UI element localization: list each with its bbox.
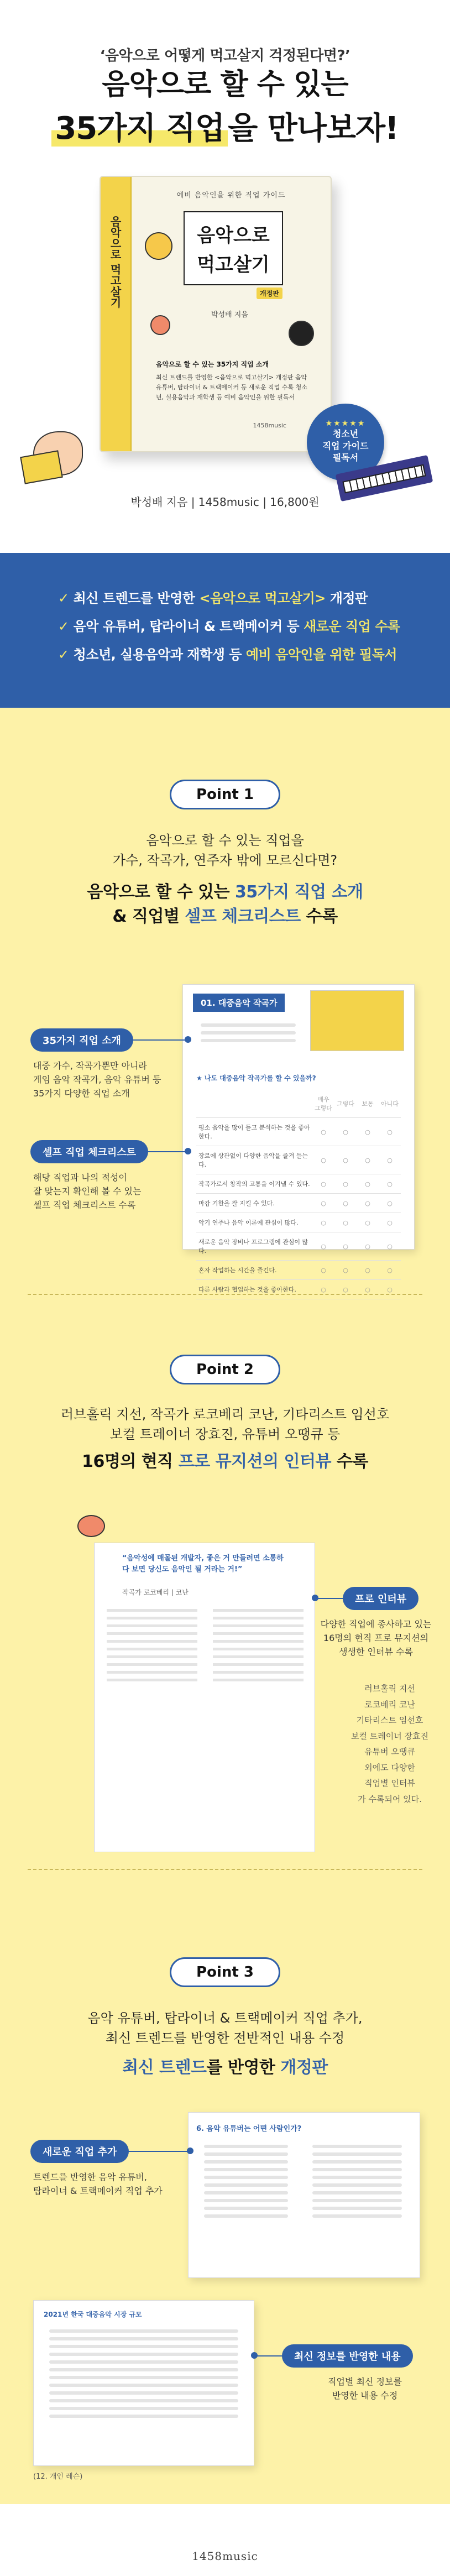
text-line bbox=[107, 1617, 197, 1619]
table-col-header: 그렇다 bbox=[334, 1090, 357, 1118]
headline-highlight: 35가지 직업 소개 bbox=[235, 882, 363, 902]
feature-item bbox=[58, 615, 400, 635]
text-line bbox=[107, 1640, 197, 1643]
guitar-body bbox=[77, 1515, 105, 1537]
job-text-lines bbox=[193, 1019, 304, 1047]
text-line bbox=[312, 2145, 402, 2148]
connector-line bbox=[146, 1151, 188, 1152]
table-row bbox=[196, 1174, 401, 1194]
connector-dot bbox=[185, 1148, 191, 1154]
radio-circle: ○ bbox=[334, 1118, 357, 1146]
headline-text: 를 반영한 bbox=[206, 2058, 281, 2077]
text-line bbox=[107, 1663, 197, 1666]
interview-quote: “음악성에 매몰된 개발자, 좋은 거 만들려면 소통하다 보면 당신도 음악인 될 거라는 거!” bbox=[122, 1554, 284, 1574]
table-col-header: 보통 bbox=[357, 1090, 379, 1118]
label-35-jobs-desc bbox=[33, 1059, 161, 1100]
text-line bbox=[49, 2415, 238, 2418]
self-checklist-table bbox=[196, 1090, 401, 1319]
radio-circle: ○ bbox=[379, 1232, 401, 1261]
note-line: 로코베리 코난 bbox=[364, 1699, 415, 1710]
feature-highlight: <음악으로 먹고살기> bbox=[199, 591, 326, 606]
hero-title-highlight: 35가지 직업 bbox=[51, 111, 228, 147]
feature-item bbox=[58, 587, 400, 607]
doodle-record-icon bbox=[289, 321, 314, 346]
radio-circle: ○ bbox=[312, 1174, 334, 1194]
table-cell: 마감 기한을 잘 지킬 수 있다. bbox=[196, 1194, 312, 1213]
text-line bbox=[204, 2199, 288, 2202]
headline-highlight: 최신 트렌드 bbox=[122, 2058, 207, 2077]
feature-checklist bbox=[58, 587, 400, 672]
text-line bbox=[312, 2160, 402, 2164]
text-line bbox=[204, 2152, 288, 2156]
point2-headline bbox=[0, 1450, 450, 1474]
headline-highlight: 셀프 체크리스트 bbox=[185, 907, 301, 926]
radio-circle: ○ bbox=[312, 1232, 334, 1261]
check-icon: ✓ bbox=[58, 619, 69, 634]
text-line bbox=[107, 1671, 197, 1674]
text-line bbox=[312, 2168, 402, 2171]
text-line bbox=[312, 2176, 402, 2179]
text-line bbox=[312, 2191, 402, 2194]
headline-text: 16명의 현직 bbox=[82, 1452, 179, 1471]
job-page-header: 01. 대중음악 작곡가 bbox=[193, 994, 285, 1012]
radio-circle: ○ bbox=[379, 1194, 401, 1213]
text-line bbox=[213, 1640, 304, 1643]
new-job-col-left bbox=[196, 2140, 296, 2222]
text-line bbox=[107, 1609, 197, 1612]
desc-line: 게임 음악 작곡가, 음악 유튜버 등 bbox=[33, 1074, 161, 1085]
footer bbox=[0, 2504, 450, 2576]
book-title-line1: 음악으로 bbox=[197, 224, 270, 247]
table-cell: 장르에 상관없이 다양한 음악을 즐겨 듣는다. bbox=[196, 1146, 312, 1174]
doodle-note-icon bbox=[150, 315, 170, 335]
table-header-row bbox=[196, 1090, 401, 1118]
text-line bbox=[204, 2160, 288, 2164]
guitar-sticker-icon bbox=[72, 1509, 116, 1543]
point3-lede-line1: 음악 유튜버, 탑라이너 & 트랙메이커 직업 추가, bbox=[87, 2010, 363, 2026]
hand-sticker-icon bbox=[22, 420, 100, 487]
text-line bbox=[107, 1624, 197, 1627]
radio-circle: ○ bbox=[357, 1194, 379, 1213]
text-line bbox=[49, 2399, 238, 2402]
book-title-line2: 먹고살기 bbox=[197, 254, 270, 276]
text-line bbox=[213, 1632, 304, 1635]
radio-circle: ○ bbox=[334, 1280, 357, 1299]
updated-info-page-mockup bbox=[33, 2300, 254, 2466]
table-col-header: 매우 그렇다 bbox=[312, 1090, 334, 1118]
book-blurb-body: 최신 트렌드를 반영한 <음악으로 먹고살기> 개정판 음악 유튜버, 탑라이너 & 트랙메이커 등 새로운 직업 수록 청소년, 실용음악과 재학생 등 예비 음악인을 위한 필독서 bbox=[156, 373, 307, 401]
radio-circle: ○ bbox=[357, 1280, 379, 1299]
new-job-page-mockup bbox=[188, 2112, 420, 2278]
radio-circle: ○ bbox=[334, 1174, 357, 1194]
table-row bbox=[196, 1194, 401, 1213]
label-new-job-desc bbox=[33, 2171, 163, 2198]
book-blurb-head: 음악으로 할 수 있는 35가지 직업 소개 bbox=[156, 360, 269, 368]
book-blurb bbox=[156, 359, 308, 403]
radio-circle: ○ bbox=[312, 1118, 334, 1146]
note-line: 러브홀릭 지선 bbox=[364, 1684, 415, 1694]
text-line bbox=[204, 2214, 288, 2218]
text-line bbox=[201, 1031, 296, 1034]
radio-circle: ○ bbox=[357, 1174, 379, 1194]
note-line: 보컬 트레이너 장효진 bbox=[351, 1731, 428, 1741]
tag-shape bbox=[20, 450, 63, 484]
text-line bbox=[312, 2214, 402, 2218]
radio-circle: ○ bbox=[312, 1261, 334, 1280]
point2-lede-line1: 러브홀릭 지선, 작곡가 로코베리 코난, 기타리스트 임선호 bbox=[60, 1407, 390, 1422]
badge-line2: 직업 가이드 bbox=[322, 440, 369, 451]
updated-info-lines bbox=[41, 2325, 246, 2422]
label-self-checklist: 셀프 직업 체크리스트 bbox=[30, 1140, 148, 1163]
text-line bbox=[49, 2384, 238, 2387]
badge-line3: 필독서 bbox=[332, 452, 359, 463]
label-self-checklist-desc bbox=[33, 1171, 141, 1212]
radio-circle: ○ bbox=[357, 1261, 379, 1280]
table-cell: 새로운 음악 장비나 프로그램에 관심이 많다. bbox=[196, 1232, 312, 1261]
radio-circle: ○ bbox=[334, 1194, 357, 1213]
note-line: 기타리스트 임선호 bbox=[356, 1715, 423, 1725]
text-line bbox=[204, 2176, 288, 2179]
radio-circle: ○ bbox=[357, 1232, 379, 1261]
interview-col-left bbox=[102, 1604, 202, 1686]
text-line bbox=[213, 1655, 304, 1658]
table-row bbox=[196, 1118, 401, 1146]
point1-lede-line1: 음악으로 할 수 있는 직업을 bbox=[146, 833, 304, 848]
book-spine-title: 음악으로 먹고살기 bbox=[108, 216, 122, 308]
note-line: 외에도 다양한 bbox=[364, 1762, 415, 1773]
interview-by: 작곡가 로코베리 | 코난 bbox=[122, 1589, 189, 1596]
text-line bbox=[312, 2199, 402, 2202]
connector-dot bbox=[251, 2352, 258, 2359]
text-line bbox=[204, 2168, 288, 2171]
desc-line: 반영한 내용 수정 bbox=[332, 2390, 398, 2401]
text-line bbox=[213, 1609, 304, 1612]
job-page-mockup bbox=[182, 984, 415, 1293]
desc-line: 생생한 인터뷰 수록 bbox=[339, 1646, 413, 1657]
radio-circle: ○ bbox=[357, 1118, 379, 1146]
desc-line: 탑라이너 & 트랙메이커 직업 추가 bbox=[33, 2185, 163, 2196]
feature-item bbox=[58, 644, 400, 663]
point3-pill: Point 3 bbox=[170, 1957, 280, 1987]
text-line bbox=[312, 2152, 402, 2156]
point2-pill: Point 2 bbox=[170, 1355, 280, 1384]
radio-circle: ○ bbox=[334, 1232, 357, 1261]
hero-section bbox=[0, 0, 450, 553]
table-cell: 혼자 작업하는 시간을 즐긴다. bbox=[196, 1261, 312, 1280]
text-line bbox=[213, 1624, 304, 1627]
text-line bbox=[49, 2360, 238, 2364]
hero-title-line1: 음악으로 할 수 있는 bbox=[102, 68, 348, 101]
connector-line bbox=[133, 1039, 188, 1041]
book-author: 박성배 지음 bbox=[211, 311, 248, 319]
text-line bbox=[312, 2207, 402, 2210]
label-updated-info: 최신 정보를 반영한 내용 bbox=[282, 2344, 413, 2368]
text-line bbox=[204, 2191, 288, 2194]
feature-text-post: 개정판 bbox=[325, 591, 368, 606]
book-cover bbox=[100, 176, 332, 452]
book-title-box bbox=[184, 211, 283, 285]
table-cell: 평소 음악을 많이 듣고 분석하는 것을 좋아한다. bbox=[196, 1118, 312, 1146]
text-line bbox=[204, 2145, 288, 2148]
text-line bbox=[213, 1671, 304, 1674]
radio-circle: ○ bbox=[357, 1213, 379, 1232]
point1-lede-line2: 가수, 작곡가, 연주자 밖에 모르신다면? bbox=[112, 853, 338, 868]
point1-headline-line1 bbox=[0, 880, 450, 905]
handwritten-note bbox=[343, 1681, 437, 1807]
book-tagline: 예비 음악인을 위한 직업 가이드 bbox=[176, 191, 286, 200]
feature-checklist-band bbox=[0, 553, 450, 708]
section-divider bbox=[28, 1294, 422, 1295]
headline-text: & 직업별 bbox=[112, 907, 185, 926]
text-line bbox=[49, 2353, 238, 2356]
book-edition-badge: 개정판 bbox=[257, 288, 282, 299]
radio-circle: ○ bbox=[357, 1146, 379, 1174]
hero-title-line2 bbox=[0, 104, 450, 148]
feature-highlight: 새로운 직업 수록 bbox=[304, 619, 400, 634]
hero-title-rest: 을 만나보자! bbox=[228, 111, 399, 147]
radio-circle: ○ bbox=[379, 1261, 401, 1280]
desc-line: 다양한 직업에 종사하고 있는 bbox=[320, 1619, 432, 1629]
table-cell: 악기 연주나 음악 이론에 관심이 많다. bbox=[196, 1213, 312, 1232]
label-new-job: 새로운 직업 추가 bbox=[30, 2140, 129, 2163]
headline-highlight: 프로 뮤지션의 인터뷰 bbox=[178, 1452, 331, 1471]
text-line bbox=[107, 1648, 197, 1650]
desc-line: 셀프 직업 체크리스트 수록 bbox=[33, 1199, 136, 1210]
radio-circle: ○ bbox=[379, 1213, 401, 1232]
author-publisher-price: 박성배 지음 | 1458music | 16,800원 bbox=[130, 495, 320, 509]
text-line bbox=[49, 2391, 238, 2395]
feature-highlight: 예비 음악인을 위한 필독서 bbox=[245, 647, 397, 662]
desc-line: 대중 가수, 작곡가뿐만 아니라 bbox=[33, 1060, 147, 1071]
text-line bbox=[204, 2207, 288, 2210]
desc-line: 해당 직업과 나의 적성이 bbox=[33, 1172, 127, 1183]
table-row bbox=[196, 1213, 401, 1232]
desc-line: 잘 맞는지 확인해 볼 수 있는 bbox=[33, 1185, 142, 1196]
text-line bbox=[49, 2345, 238, 2348]
desc-line: 16명의 현직 프로 뮤지션의 bbox=[323, 1632, 429, 1643]
new-job-page-header: 6. 음악 유튜버는 어떤 사람인가? bbox=[196, 2125, 302, 2133]
text-line bbox=[49, 2337, 238, 2340]
point3-headline bbox=[0, 2056, 450, 2080]
desc-line: 트렌드를 반영한 음악 유튜버, bbox=[33, 2172, 147, 2182]
radio-circle: ○ bbox=[379, 1174, 401, 1194]
connector-dot bbox=[312, 1595, 318, 1601]
text-line bbox=[49, 2329, 238, 2333]
text-line bbox=[213, 1617, 304, 1619]
feature-text: 청소년, 실용음악과 재학생 등 bbox=[73, 647, 246, 662]
radio-circle: ○ bbox=[334, 1261, 357, 1280]
radio-circle: ○ bbox=[379, 1280, 401, 1299]
label-35-jobs: 35가지 직업 소개 bbox=[30, 1028, 133, 1052]
section-divider bbox=[28, 1869, 422, 1870]
desc-line: 35가지 다양한 직업 소개 bbox=[33, 1088, 130, 1099]
connector-dot bbox=[187, 2147, 193, 2154]
point1-pill: Point 1 bbox=[170, 780, 280, 809]
table-header-blank bbox=[196, 1090, 312, 1118]
table-row bbox=[196, 1232, 401, 1261]
text-line bbox=[204, 2183, 288, 2187]
text-line bbox=[107, 1632, 197, 1635]
hero-subtitle: ‘음악으로 어떻게 먹고살지 걱정된다면?’ bbox=[100, 48, 350, 64]
text-line bbox=[312, 2183, 402, 2187]
text-line bbox=[201, 1039, 296, 1042]
point2-lede-line2: 보컬 트레이너 장효진, 유튜버 오땡큐 등 bbox=[109, 1427, 341, 1442]
new-job-col-right bbox=[305, 2140, 410, 2222]
radio-circle: ○ bbox=[379, 1118, 401, 1146]
text-line bbox=[201, 1023, 296, 1027]
text-line bbox=[107, 1655, 197, 1658]
desc-line: 직업별 최신 정보를 bbox=[328, 2376, 402, 2387]
radio-circle: ○ bbox=[312, 1146, 334, 1174]
text-line bbox=[49, 2376, 238, 2379]
headline-text: 음악으로 할 수 있는 bbox=[87, 882, 236, 902]
interview-page-mockup bbox=[94, 1543, 315, 1852]
publisher-brand: 1458music bbox=[192, 2549, 258, 2563]
checklist-title: ★ 나도 대중음악 작곡가를 할 수 있을까? bbox=[196, 1074, 316, 1082]
headline-highlight: 개정판 bbox=[280, 2058, 328, 2077]
check-icon: ✓ bbox=[58, 591, 69, 606]
check-icon: ✓ bbox=[58, 647, 69, 662]
note-line: 가 수록되어 있다. bbox=[358, 1794, 422, 1804]
point2-section bbox=[0, 1305, 450, 1880]
connector-line bbox=[124, 2151, 191, 2152]
label-updated-info-desc bbox=[310, 2375, 420, 2403]
radio-circle: ○ bbox=[312, 1280, 334, 1299]
connector-dot bbox=[185, 1036, 191, 1043]
label-pro-interview-desc bbox=[312, 1618, 439, 1659]
text-line bbox=[49, 2407, 238, 2410]
point3-section bbox=[0, 1880, 450, 2504]
point1-section bbox=[0, 708, 450, 1305]
note-line: 직업별 인터뷰 bbox=[364, 1778, 415, 1788]
updated-info-header: 2021년 한국 대중음악 시장 규모 bbox=[44, 2311, 142, 2318]
table-cell: 작곡가로서 창작의 고통을 이겨낼 수 있다. bbox=[196, 1174, 312, 1194]
radio-circle: ○ bbox=[312, 1194, 334, 1213]
text-line bbox=[213, 1663, 304, 1666]
headline-text-post: 수록 bbox=[300, 907, 338, 926]
point1-headline-line2 bbox=[0, 905, 450, 929]
text-line bbox=[107, 1679, 197, 1681]
note-line: 유튜버 오땡큐 bbox=[364, 1747, 415, 1757]
badge-line1: 청소년 bbox=[332, 429, 359, 439]
label-pro-interview: 프로 인터뷰 bbox=[343, 1587, 418, 1610]
table-col-header: 아니다 bbox=[379, 1090, 401, 1118]
radio-circle: ○ bbox=[312, 1213, 334, 1232]
book-publisher: 1458music bbox=[253, 422, 286, 429]
point3-lede-line2: 최신 트렌드를 반영한 전반적인 내용 수정 bbox=[105, 2030, 345, 2046]
interview-col-right bbox=[208, 1604, 308, 1686]
feature-text: 음악 유튜버, 탑라이너 & 트랙메이커 등 bbox=[73, 619, 304, 634]
radio-circle: ○ bbox=[334, 1146, 357, 1174]
headline-text-post: 수록 bbox=[331, 1452, 368, 1471]
badge-stars: ★★★★★ bbox=[325, 419, 366, 428]
doodle-circle-icon bbox=[145, 232, 172, 260]
page-caption: (12. 개인 레슨) bbox=[33, 2473, 83, 2481]
text-line bbox=[49, 2368, 238, 2371]
radio-circle: ○ bbox=[334, 1213, 357, 1232]
text-line bbox=[213, 1648, 304, 1650]
feature-text: 최신 트렌드를 반영한 bbox=[73, 591, 200, 606]
table-row bbox=[196, 1280, 401, 1299]
table-row bbox=[196, 1261, 401, 1280]
text-line bbox=[213, 1679, 304, 1681]
radio-circle: ○ bbox=[379, 1146, 401, 1174]
table-cell: 다른 사람과 협업하는 것을 좋아한다. bbox=[196, 1280, 312, 1299]
job-illustration bbox=[310, 990, 404, 1051]
table-row bbox=[196, 1146, 401, 1174]
